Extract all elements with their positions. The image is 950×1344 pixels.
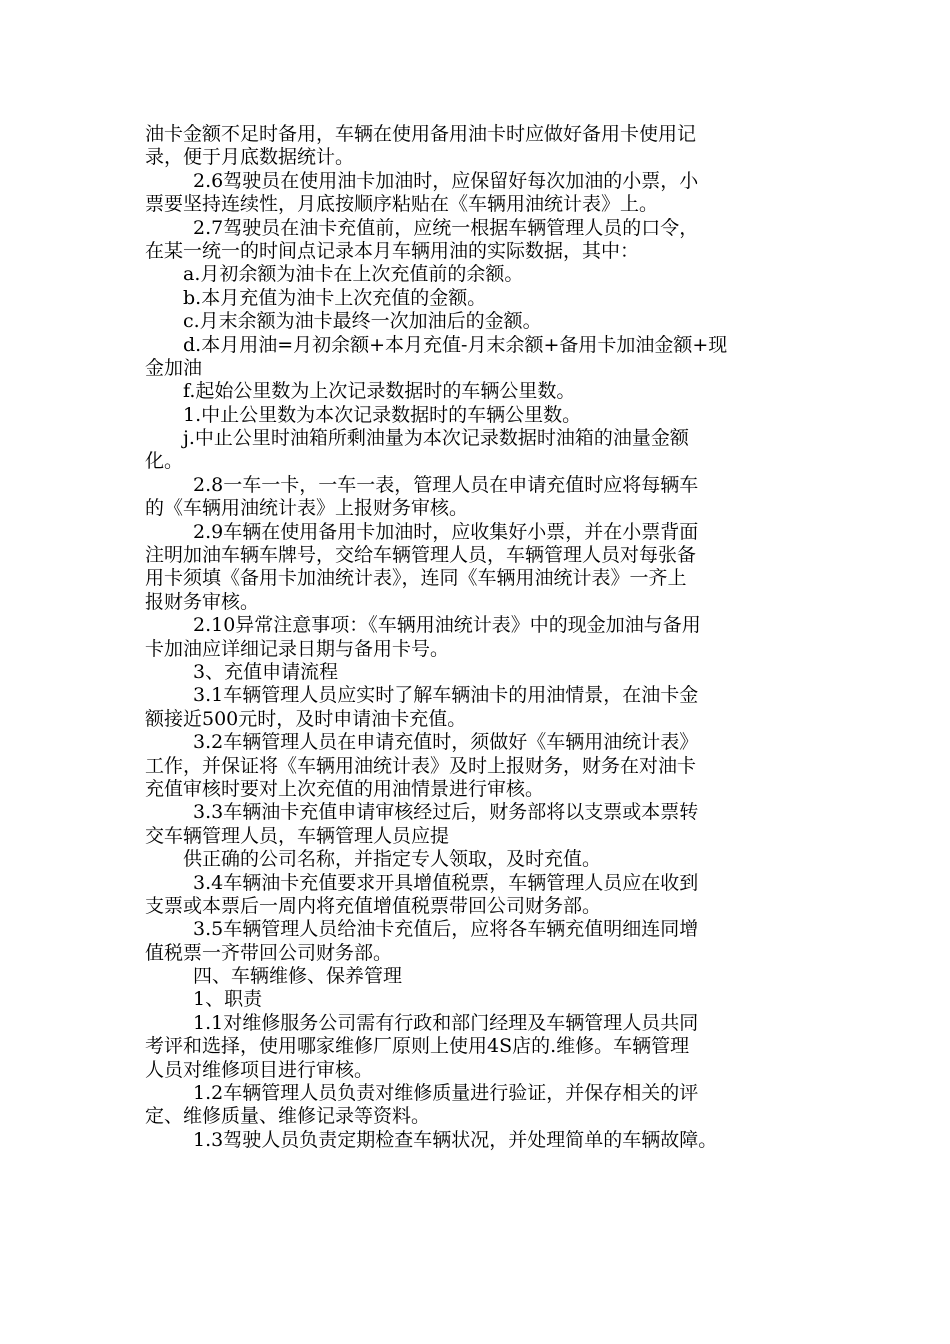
text-line: 2.6驾驶员在使用油卡加油时，应保留好每次加油的小票，小: [193, 169, 699, 192]
text-line: 1.1对维修服务公司需有行政和部门经理及车辆管理人员共同: [193, 1011, 699, 1034]
text-line: 1.2车辆管理人员负责对维修质量进行验证，并保存相关的评: [193, 1082, 699, 1105]
text-line: 3.3车辆油卡充值申请审核经过后，财务部将以支票或本票转: [193, 801, 699, 824]
text-line: f.起始公里数为上次记录数据时的车辆公里数。: [183, 380, 576, 403]
text-line: 3.2车辆管理人员在申请充值时，须做好《车辆用油统计表》: [193, 731, 699, 754]
text-line: 定、维修质量、维修记录等资料。: [145, 1105, 431, 1128]
text-line: 的《车辆用油统计表》上报财务审核。: [145, 497, 469, 520]
text-line: 3.4车辆油卡充值要求开具增值税票，车辆管理人员应在收到: [193, 871, 699, 894]
text-line: 3.1车辆管理人员应实时了解车辆油卡的用油情景，在油卡金: [193, 684, 699, 707]
text-line: c.月末余额为油卡最终一次加油后的金额。: [183, 310, 542, 333]
text-line: 3、充值申请流程: [193, 660, 339, 683]
text-line: 报财务审核。: [145, 590, 260, 613]
text-line: 额接近500元时，及时申请油卡充值。: [145, 707, 467, 730]
text-line: 2.10异常注意事项：《车辆用油统计表》中的现金加油与备用: [193, 614, 701, 637]
text-line: 录，便于月底数据统计。: [145, 146, 355, 169]
text-line: 2.9车辆在使用备用卡加油时，应收集好小票，并在小票背面: [193, 520, 699, 543]
text-line: b.本月充值为油卡上次充值的金额。: [183, 286, 487, 309]
text-line: 人员对维修项目进行审核。: [145, 1058, 374, 1081]
text-line: 交车辆管理人员，车辆管理人员应提: [145, 824, 450, 847]
text-line: 供正确的公司名称，并指定专人领取，及时充值。: [183, 848, 602, 871]
text-line: 在某一统一的时间点记录本月车辆用油的实际数据，其中：: [145, 239, 640, 262]
text-line: d.本月用油=月初余额+本月充值-月末余额+备用卡加油金额+现: [183, 333, 728, 356]
text-line: 支票或本票后一周内将充值增值税票带回公司财务部。: [145, 894, 602, 917]
text-line: a.月初余额为油卡在上次充值前的余额。: [183, 263, 524, 286]
text-line: 值税票一齐带回公司财务部。: [145, 941, 393, 964]
text-line: 四、车辆维修、保养管理: [193, 965, 403, 988]
text-line: 卡加油应详细记录日期与备用卡号。: [145, 637, 450, 660]
text-line: 用卡须填《备用卡加油统计表》，连同《车辆用油统计表》一齐上: [145, 567, 687, 590]
document-body: [145, 123, 809, 1152]
text-line: 充值审核时要对上次充值的用油情景进行审核。: [145, 777, 545, 800]
text-line: 1.3驾驶人员负责定期检查车辆状况，并处理简单的车辆故障。: [193, 1128, 718, 1151]
text-line: 注明加油车辆车牌号，交给车辆管理人员，车辆管理人员对每张备: [145, 544, 697, 567]
text-line: 票要坚持连续性，月底按顺序粘贴在《车辆用油统计表》上。: [145, 193, 659, 216]
text-line: 1.中止公里数为本次记录数据时的车辆公里数。: [183, 403, 582, 426]
text-line: 工作，并保证将《车辆用油统计表》及时上报财务，财务在对油卡: [145, 754, 697, 777]
text-line: 2.7驾驶员在油卡充值前，应统一根据车辆管理人员的口令，: [193, 216, 699, 239]
text-line: 3.5车辆管理人员给油卡充值后，应将各车辆充值明细连同增: [193, 918, 699, 941]
text-line: 考评和选择，使用哪家维修厂原则上使用4S店的.维修。车辆管理: [145, 1035, 690, 1058]
text-line: 金加油: [145, 356, 203, 379]
text-line: j.中止公里时油箱所剩油量为本次记录数据时油箱的油量金额: [183, 427, 689, 450]
text-line: 2.8一车一卡，一车一表，管理人员在申请充值时应将每辆车: [193, 473, 699, 496]
text-line: 1、职责: [193, 988, 263, 1011]
text-line: 油卡金额不足时备用，车辆在使用备用油卡时应做好备用卡使用记: [145, 123, 697, 145]
text-line: 化。: [145, 450, 184, 473]
